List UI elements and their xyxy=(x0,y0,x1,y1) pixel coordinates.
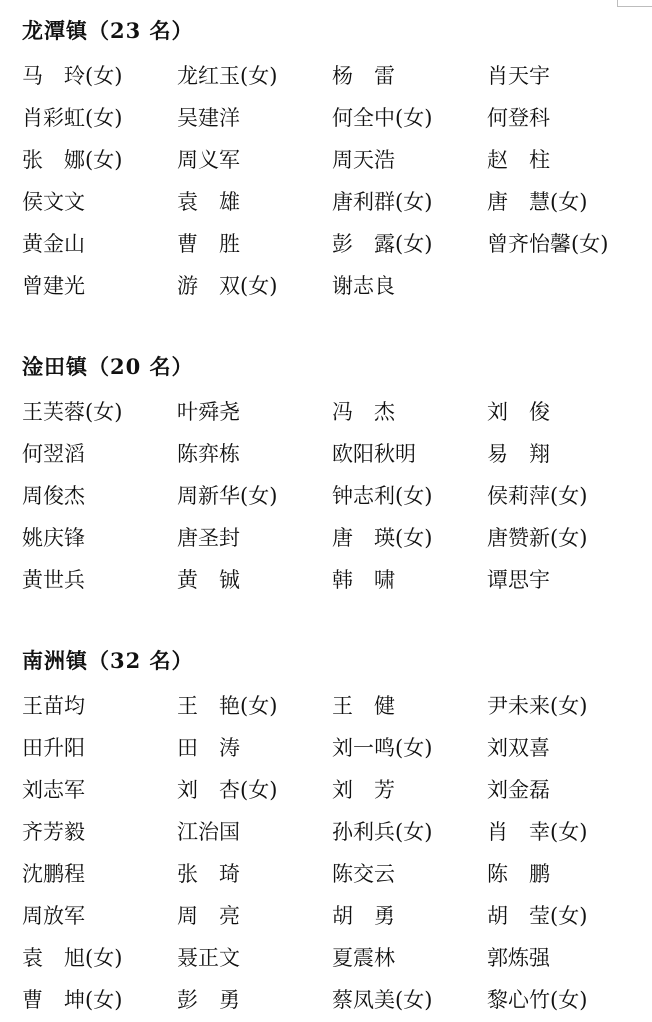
person-name: 马 玲(女) xyxy=(22,64,123,88)
person-name: 张 娜(女) xyxy=(22,148,123,172)
person-name: 易 翔 xyxy=(487,442,550,466)
person-name: 袁 旭(女) xyxy=(22,946,123,970)
person-name: 刘双喜 xyxy=(487,736,550,760)
person-name: 唐 瑛(女) xyxy=(332,526,433,550)
person-name: 王芙蓉(女) xyxy=(22,400,123,424)
person-name: 刘 俊 xyxy=(487,400,550,424)
person-name: 聂正文 xyxy=(177,946,240,970)
person-name: 王 艳(女) xyxy=(177,694,278,718)
person-name: 唐利群(女) xyxy=(332,190,433,214)
person-name: 刘志军 xyxy=(22,778,85,802)
section-gantian xyxy=(22,350,642,601)
person-name: 周义军 xyxy=(177,148,240,172)
person-name: 田升阳 xyxy=(22,736,85,760)
section-title: 龙潭镇（23 名） xyxy=(22,18,194,43)
person-name: 田 涛 xyxy=(177,736,240,760)
page-corner-mark xyxy=(617,0,652,7)
person-name: 刘一鸣(女) xyxy=(332,736,433,760)
person-name: 杨 雷 xyxy=(332,64,395,88)
person-name: 冯 杰 xyxy=(332,400,395,424)
person-name: 王苗均 xyxy=(22,694,85,718)
person-name: 侯莉萍(女) xyxy=(487,484,588,508)
person-name: 尹未来(女) xyxy=(487,694,588,718)
person-name: 陈交云 xyxy=(332,862,395,886)
person-name: 何登科 xyxy=(487,106,550,130)
person-name: 彭 露(女) xyxy=(332,232,433,256)
person-name: 沈鹏程 xyxy=(22,862,85,886)
person-name: 刘 芳 xyxy=(332,778,395,802)
person-name: 唐圣封 xyxy=(177,526,240,550)
person-name: 肖天宇 xyxy=(487,64,550,88)
person-name: 唐赞新(女) xyxy=(487,526,588,550)
person-name: 周俊杰 xyxy=(22,484,85,508)
person-name: 谭思宇 xyxy=(487,568,550,592)
person-name: 曹 胜 xyxy=(177,232,240,256)
name-grid xyxy=(22,391,642,601)
section-nanzhou xyxy=(22,644,642,1021)
person-name: 陈 鹏 xyxy=(487,862,550,886)
person-name: 谢志良 xyxy=(332,274,395,298)
person-name: 郭炼强 xyxy=(487,946,550,970)
person-name: 韩 啸 xyxy=(332,568,395,592)
person-name: 周天浩 xyxy=(332,148,395,172)
person-name: 何全中(女) xyxy=(332,106,433,130)
person-name: 江治国 xyxy=(177,820,240,844)
person-name: 袁 雄 xyxy=(177,190,240,214)
person-name: 曾建光 xyxy=(22,274,85,298)
person-name: 黄金山 xyxy=(22,232,85,256)
person-name: 何翌滔 xyxy=(22,442,85,466)
person-name: 胡 莹(女) xyxy=(487,904,588,928)
person-name: 唐 慧(女) xyxy=(487,190,588,214)
name-grid xyxy=(22,55,642,307)
person-name: 周放军 xyxy=(22,904,85,928)
person-name: 黄世兵 xyxy=(22,568,85,592)
section-title: 南洲镇（32 名） xyxy=(22,648,194,673)
person-name: 王 健 xyxy=(332,694,395,718)
person-name: 齐芳毅 xyxy=(22,820,85,844)
person-name: 孙利兵(女) xyxy=(332,820,433,844)
person-name: 赵 柱 xyxy=(487,148,550,172)
name-grid xyxy=(22,685,642,1021)
person-name: 张 琦 xyxy=(177,862,240,886)
person-name: 周新华(女) xyxy=(177,484,278,508)
person-name: 彭 勇 xyxy=(177,988,240,1012)
section-longtan xyxy=(22,14,642,307)
person-name: 曾齐怡馨(女) xyxy=(487,232,609,256)
person-name: 钟志利(女) xyxy=(332,484,433,508)
person-name: 肖 幸(女) xyxy=(487,820,588,844)
person-name: 刘 杏(女) xyxy=(177,778,278,802)
person-name: 曹 坤(女) xyxy=(22,988,123,1012)
person-name: 刘金磊 xyxy=(487,778,550,802)
person-name: 游 双(女) xyxy=(177,274,278,298)
person-name: 龙红玉(女) xyxy=(177,64,278,88)
person-name: 叶舜尧 xyxy=(177,400,240,424)
person-name: 蔡凤美(女) xyxy=(332,988,433,1012)
person-name: 陈弈栋 xyxy=(177,442,240,466)
person-name: 夏震林 xyxy=(332,946,395,970)
section-title: 淦田镇（20 名） xyxy=(22,354,194,379)
person-name: 黎心竹(女) xyxy=(487,988,588,1012)
person-name: 肖彩虹(女) xyxy=(22,106,123,130)
person-name: 姚庆锋 xyxy=(22,526,85,550)
person-name: 侯文文 xyxy=(22,190,85,214)
person-name: 胡 勇 xyxy=(332,904,395,928)
person-name: 黄 铖 xyxy=(177,568,240,592)
person-name: 周 亮 xyxy=(177,904,240,928)
person-name: 吴建洋 xyxy=(177,106,240,130)
person-name: 欧阳秋明 xyxy=(332,442,416,466)
